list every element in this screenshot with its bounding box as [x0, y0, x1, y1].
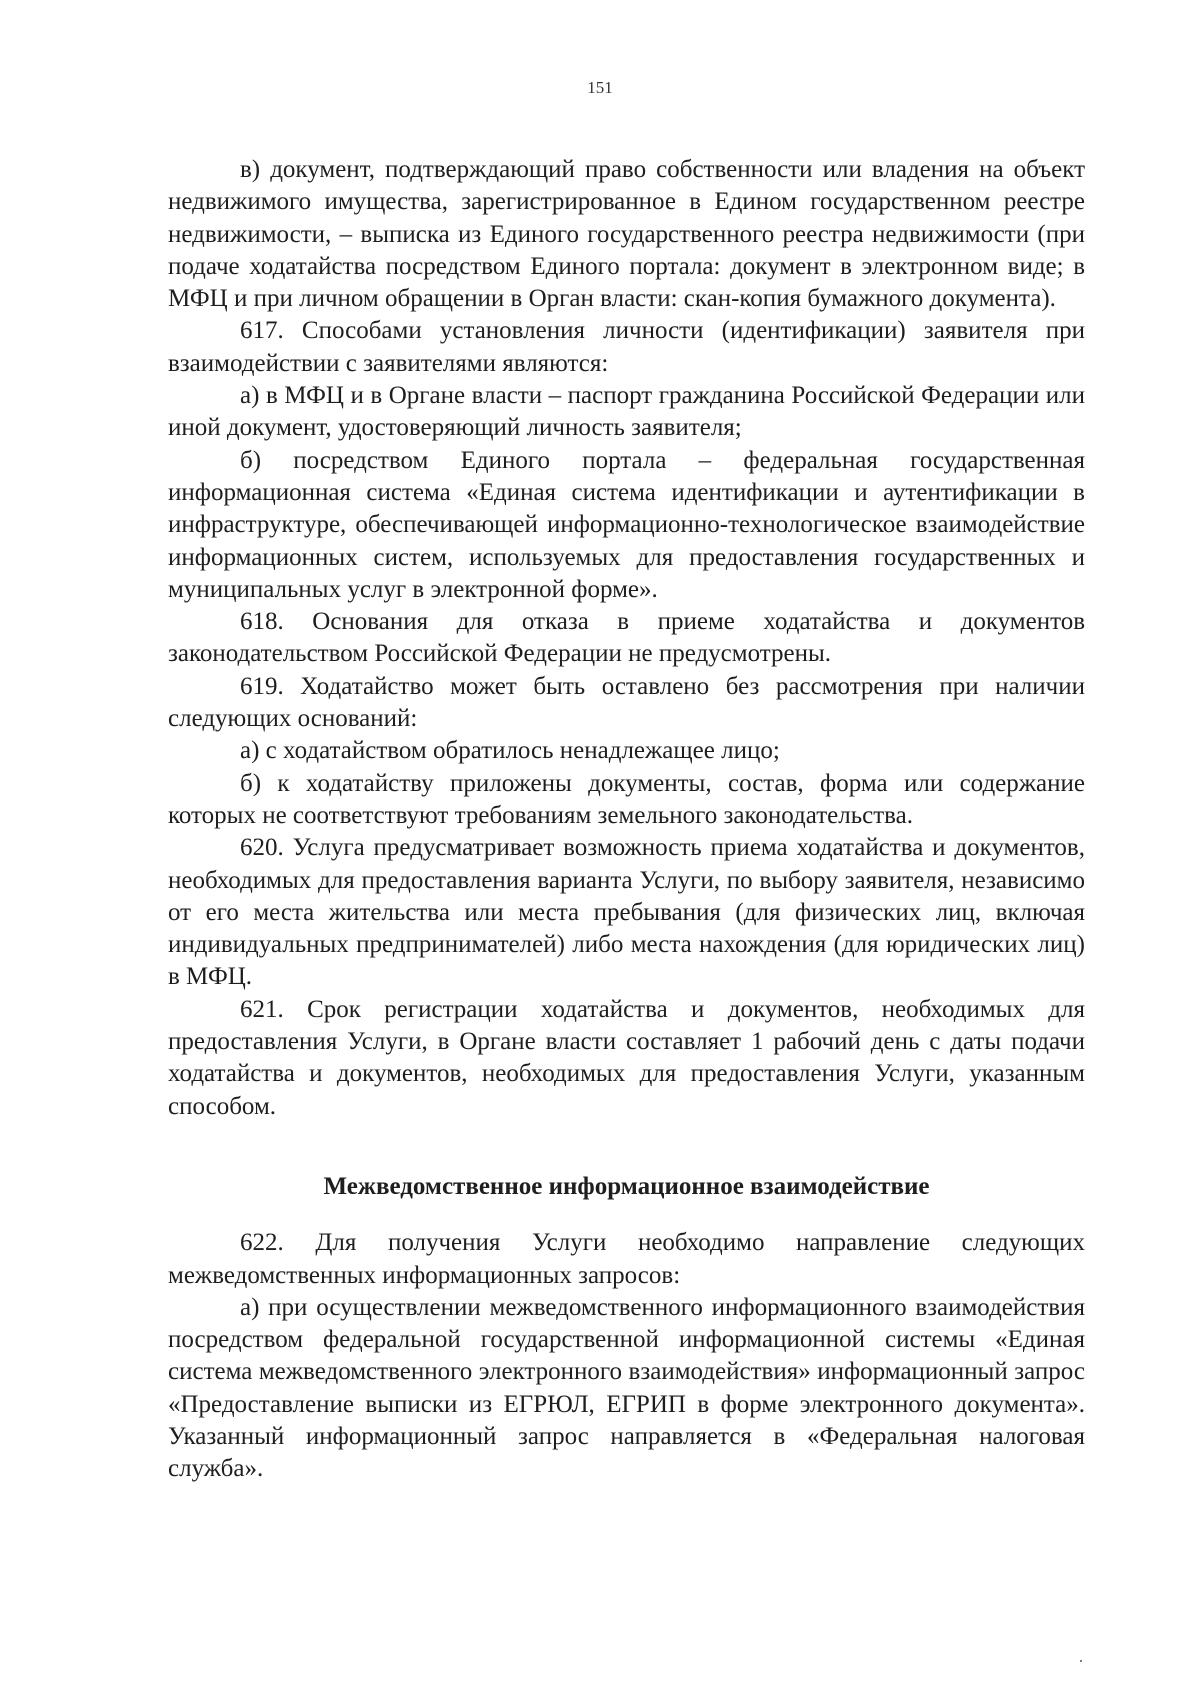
paragraph-p-619: 619. Ходатайство может быть оставлено без рассмотрения при наличии следующих оснований: [168, 672, 1085, 733]
scan-speck [1080, 1660, 1082, 1662]
paragraph-p-619a: а) с ходатайством обратилось ненадлежащее лицо; [240, 737, 780, 765]
paragraphs-after-heading [168, 1227, 1085, 1485]
paragraph-p-617b: б) посредством Единого портала – федеральная государственная информационная система «Единая система идентификации и аутентификации в инфраструктуре, обеспечивающей информационно-технологическое взаимодействие информационных систем, используемых для предоставления государственных и муниципальных услуг в электронной форме». [168, 446, 1085, 603]
document-body [168, 154, 1085, 1486]
paragraph-p-622a: а) при осуществлении межведомственного информационного взаимодействия посредством федеральной государственной информационной системы «Единая система межведомственного электронного взаимодействия» информационный запрос «Предоставление выписки из ЕГРЮЛ, ЕГРИП в форме электронного документа». Указанный информационный запрос направляется в «Федеральная налоговая служба». [168, 1293, 1085, 1483]
paragraphs-before-heading [168, 154, 1085, 1123]
paragraph-p-617a: а) в МФЦ и в Органе власти – паспорт гражданина Российской Федерации или иной документ, удостоверяющий личность заявителя; [168, 382, 1085, 442]
paragraph-p-622: 622. Для получения Услуги необходимо направление следующих межведомственных информационных запросов: [168, 1229, 1085, 1289]
page-number: 151 [587, 78, 613, 97]
paragraph-p-618: 618. Основания для отказа в приеме ходатайства и документов законодательством Российской Федерации не предусмотрены. [168, 608, 1085, 668]
section-heading: Межведомственное информационное взаимодействие [323, 1172, 930, 1200]
paragraph-p-621: 621. Срок регистрации ходатайства и документов, необходимых для предоставления Услуги, в Органе власти составляет 1 рабочий день с даты подачи ходатайства и документов, необходимых для предоставления Услуги, указанным способом. [168, 995, 1085, 1120]
paragraph-p-620: 620. Услуга предусматривает возможность приема ходатайства и документов, необходимых для предоставления варианта Услуги, по выбору заявителя, независимо от его места жительства или места пребывания (для физических лиц, включая индивидуальных предпринимателей) либо места нахождения (для юридических лиц) в МФЦ. [168, 834, 1085, 991]
paragraph-p-619b: б) к ходатайству приложены документы, состав, форма или содержание которых не соответствуют требованиям земельного законодательства. [168, 769, 1085, 829]
paragraph-p-617: 617. Способами установления личности (идентификации) заявителя при взаимодействии с заявителями являются: [168, 317, 1085, 377]
paragraph-p-616v: в) документ, подтверждающий право собственности или владения на объект недвижимого имущества, зарегистрированное в Едином государственном реестре недвижимости, – выписка из Единого государственного реестра недвижимости (при подаче ходатайства посредством Единого портала: документ в электронном виде; в МФЦ и при личном обращении в Орган власти: скан-копия бумажного документа). [168, 156, 1085, 313]
